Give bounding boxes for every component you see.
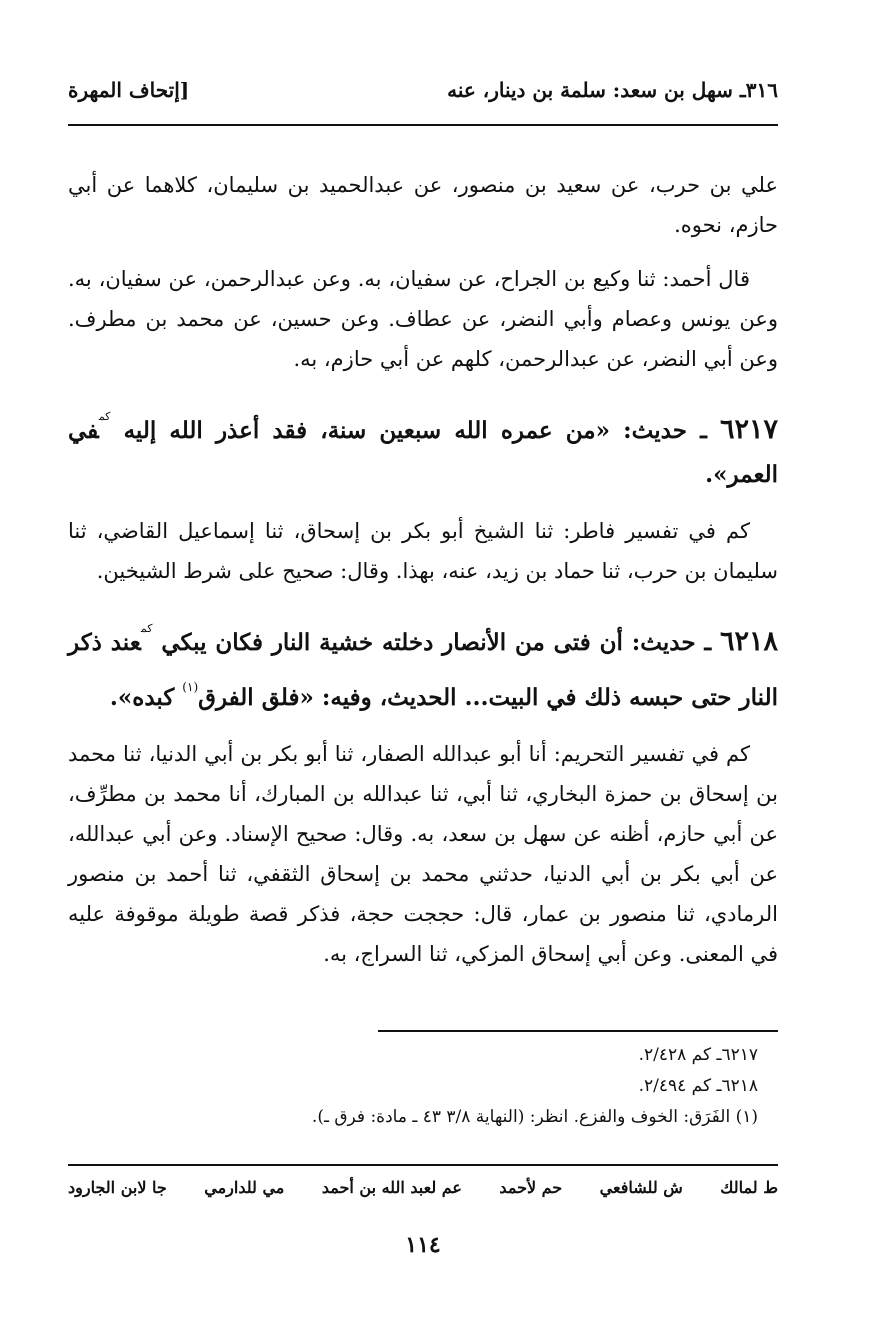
hadith-number: ٦٢١٨	[719, 626, 778, 657]
abbreviation: عم لعبد الله بن أحمد	[321, 1178, 462, 1197]
abbreviation: ط لمالك	[720, 1178, 778, 1197]
hadith-text: عند ذكر النار حتى حبسه ذلك في البيت... الحديث، وفيه: «فلق الفرق	[68, 629, 778, 711]
footnote: ٦٢١٧ـ كم ٢/٤٢٨.	[638, 1045, 758, 1065]
abbreviation: حم لأحمد	[499, 1178, 563, 1197]
hadith-heading-6217	[68, 395, 778, 497]
hadith-text: ـ حديث: «من عمره الله سبعين سنة، فقد أعذر الله إليه	[123, 417, 720, 444]
hadith-heading-6218	[68, 607, 778, 720]
footnote: (١) الفَرَق: الخوف والفزع. انظر: (النهاية ٣/٨ ٤٣ ـ مادة: فرق ـ).	[311, 1107, 758, 1127]
abbreviation-rule	[68, 1164, 778, 1166]
footnote: ٦٢١٨ـ كم ٢/٤٩٤.	[638, 1076, 758, 1096]
footnotes	[68, 1040, 758, 1133]
paragraph: قال أحمد: ثنا وكيع بن الجراح، عن سفيان، به. وعن عبدالرحمن، عن سفيان، به. وعن يونس وعصام وأبي النضر، عن عطاف. وعن حسين، عن محمد بن مطرف. وعن أبي النضر، عن عبدالرحمن، كلهم عن أبي حازم، به.	[68, 267, 778, 371]
main-text	[68, 165, 778, 974]
hadith-text: ـ حديث: أن فتى من الأنصار دخلته خشية النار فكان يبكي	[161, 629, 720, 656]
book-page	[68, 60, 778, 1258]
abbreviation: ش للشافعي	[599, 1178, 683, 1197]
hadith-text: كبده».	[109, 684, 183, 711]
header-rule	[68, 124, 778, 126]
page-number: ١١٤	[405, 1232, 441, 1258]
hadith-text: في العمر».	[68, 417, 778, 488]
book-title: [إتحاف المهرة	[68, 78, 190, 102]
abbreviation: جا لابن الجارود	[68, 1178, 167, 1197]
abbreviation-key	[68, 1178, 778, 1197]
paragraph: كم في تفسير فاطر: ثنا الشيخ أبو بكر بن إسحاق، ثنا إسماعيل القاضي، ثنا سليمان بن حرب، ثنا حماد بن زيد، عنه، بهذا. وقال: صحيح على شرط الشيخين.	[68, 519, 778, 583]
paragraph: كم في تفسير التحريم: أنا أبو عبدالله الصفار، ثنا أبو بكر بن أبي الدنيا، ثنا محمد بن إسحاق بن حمزة البخاري، ثنا أبي، ثنا عبدالله بن المبارك، أنا محمد بن مطرِّف، عن أبي حازم، أظنه عن سهل بن سعد، به. وقال: صحيح الإسناد. وعن أبي عبدالله، عن أبي بكر بن أبي الدنيا، حدثني محمد بن إسحاق الثقفي، ثنا أحمد بن منصور الرمادي، ثنا منصور بن عمار، قال: حججت حجة، فذكر قصة طويلة موقوفة عليه في المعنى. وعن أبي إسحاق المزكي، ثنا السراج، به.	[68, 742, 778, 966]
source-siglum: كم	[98, 410, 111, 423]
paragraph: علي بن حرب، عن سعيد بن منصور، عن عبدالحميد بن سليمان، كلاهما عن أبي حازم، نحوه.	[68, 173, 778, 237]
abbreviation: مي للدارمي	[204, 1178, 285, 1197]
chapter-title: ٣١٦ـ سهل بن سعد: سلمة بن دينار، عنه	[447, 78, 778, 102]
footnote-ref: (١)	[182, 680, 199, 694]
source-siglum: كم	[140, 622, 153, 635]
hadith-number: ٦٢١٧	[719, 414, 778, 445]
running-header	[68, 60, 778, 122]
footnote-rule	[378, 1030, 778, 1032]
